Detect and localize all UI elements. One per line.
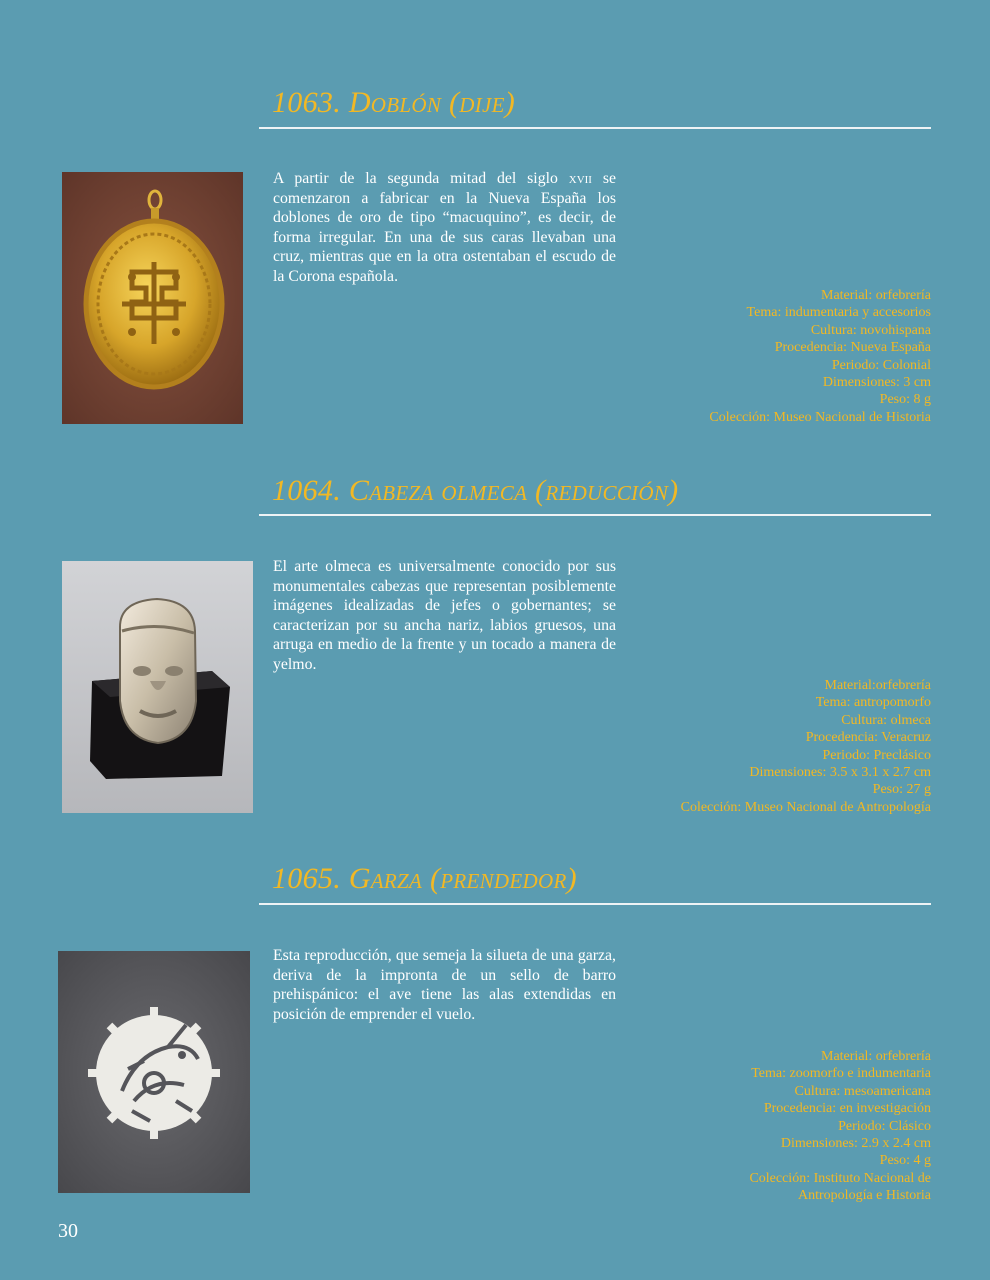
metadata-periodo: Periodo: Clásico — [838, 1118, 931, 1134]
entry-name: Garza — [348, 862, 423, 895]
metadata-cultura: Cultura: olmeca — [841, 712, 931, 728]
metadata-dimensiones: Dimensiones: 2.9 x 2.4 cm — [780, 1136, 931, 1152]
heron-brooch-photo — [58, 951, 250, 1193]
entry-qualifier: (prendedor) — [429, 862, 577, 895]
entry-qualifier: (reducción) — [535, 474, 679, 507]
entry-number: 1065. — [272, 862, 341, 895]
metadata-material: Material:orfebrería — [824, 678, 931, 693]
entry-metadata — [511, 1048, 931, 1205]
title-divider — [259, 903, 931, 905]
entry-metadata — [511, 287, 931, 426]
title-divider — [259, 127, 931, 129]
doblon-photo — [62, 172, 243, 424]
entry-description: A partir de la segunda mitad del siglo xvii se comenzaron a fabricar en la Nueva España los doblones de oro de tipo “macuquino”, es decir, de forma irregular. En una de sus caras llevaban una cruz, mientras que en la otra ostentaban el escudo de la Corona española. — [273, 170, 616, 285]
metadata-coleccion: Colección: Museo Nacional de Historia — [709, 409, 931, 425]
metadata-procedencia: Procedencia: en investigación — [763, 1101, 931, 1117]
metadata-cultura: Cultura: mesoamericana — [794, 1083, 931, 1099]
metadata-dimensiones: Dimensiones: 3.5 x 3.1 x 2.7 cm — [749, 765, 931, 781]
entry-number: 1064. — [272, 474, 341, 507]
page-number: 30 — [58, 1220, 78, 1242]
entry-metadata — [511, 677, 931, 816]
metadata-periodo: Periodo: Colonial — [831, 357, 931, 373]
metadata-peso: Peso: 8 g — [879, 392, 931, 408]
metadata-tema: Tema: antropomorfo — [815, 695, 931, 711]
entry-title — [272, 474, 678, 508]
olmec-head-photo — [62, 561, 253, 813]
metadata-peso: Peso: 4 g — [879, 1153, 931, 1169]
metadata-coleccion: Colección: Instituto Nacional de — [749, 1170, 931, 1186]
title-divider — [259, 514, 931, 516]
entry-qualifier: (dije) — [448, 86, 516, 119]
entry-title — [272, 86, 515, 120]
metadata-cultura: Cultura: novohispana — [810, 322, 931, 338]
metadata-peso: Peso: 27 g — [872, 782, 931, 798]
entry-description: El arte olmeca es universalmente conocido por sus monumentales cabezas que representan posiblemente imágenes idealizadas de jefes o gobernantes; se caracterizan por su ancha nariz, labios gruesos, una arruga en medio de la frente y un tocado a manera de yelmo. — [273, 558, 616, 673]
metadata-coleccion: Colección: Museo Nacional de Antropología — [680, 799, 931, 815]
metadata-procedencia: Procedencia: Nueva España — [774, 340, 931, 356]
entry-title — [272, 862, 577, 896]
metadata-procedencia: Procedencia: Veracruz — [805, 730, 931, 746]
metadata-tema: Tema: indumentaria y accesorios — [746, 305, 931, 321]
entry-number: 1063. — [272, 86, 341, 119]
metadata-material: Material: orfebrería — [821, 288, 931, 303]
entry-name: Cabeza olmeca — [348, 474, 528, 507]
metadata-tema: Tema: zoomorfo e indumentaria — [751, 1066, 931, 1082]
metadata-coleccion-continued: Antropología e Historia — [798, 1188, 931, 1204]
entry-description: Esta reproducción, que semeja la silueta de una garza, deriva de la impronta de un sello de barro prehispánico: el ave tiene las alas extendidas en posición de emprender el vuelo. — [273, 947, 616, 1023]
metadata-periodo: Periodo: Preclásico — [822, 747, 931, 763]
metadata-dimensiones: Dimensiones: 3 cm — [822, 375, 931, 391]
entry-name: Doblón — [348, 86, 442, 119]
metadata-material: Material: orfebrería — [821, 1049, 931, 1064]
